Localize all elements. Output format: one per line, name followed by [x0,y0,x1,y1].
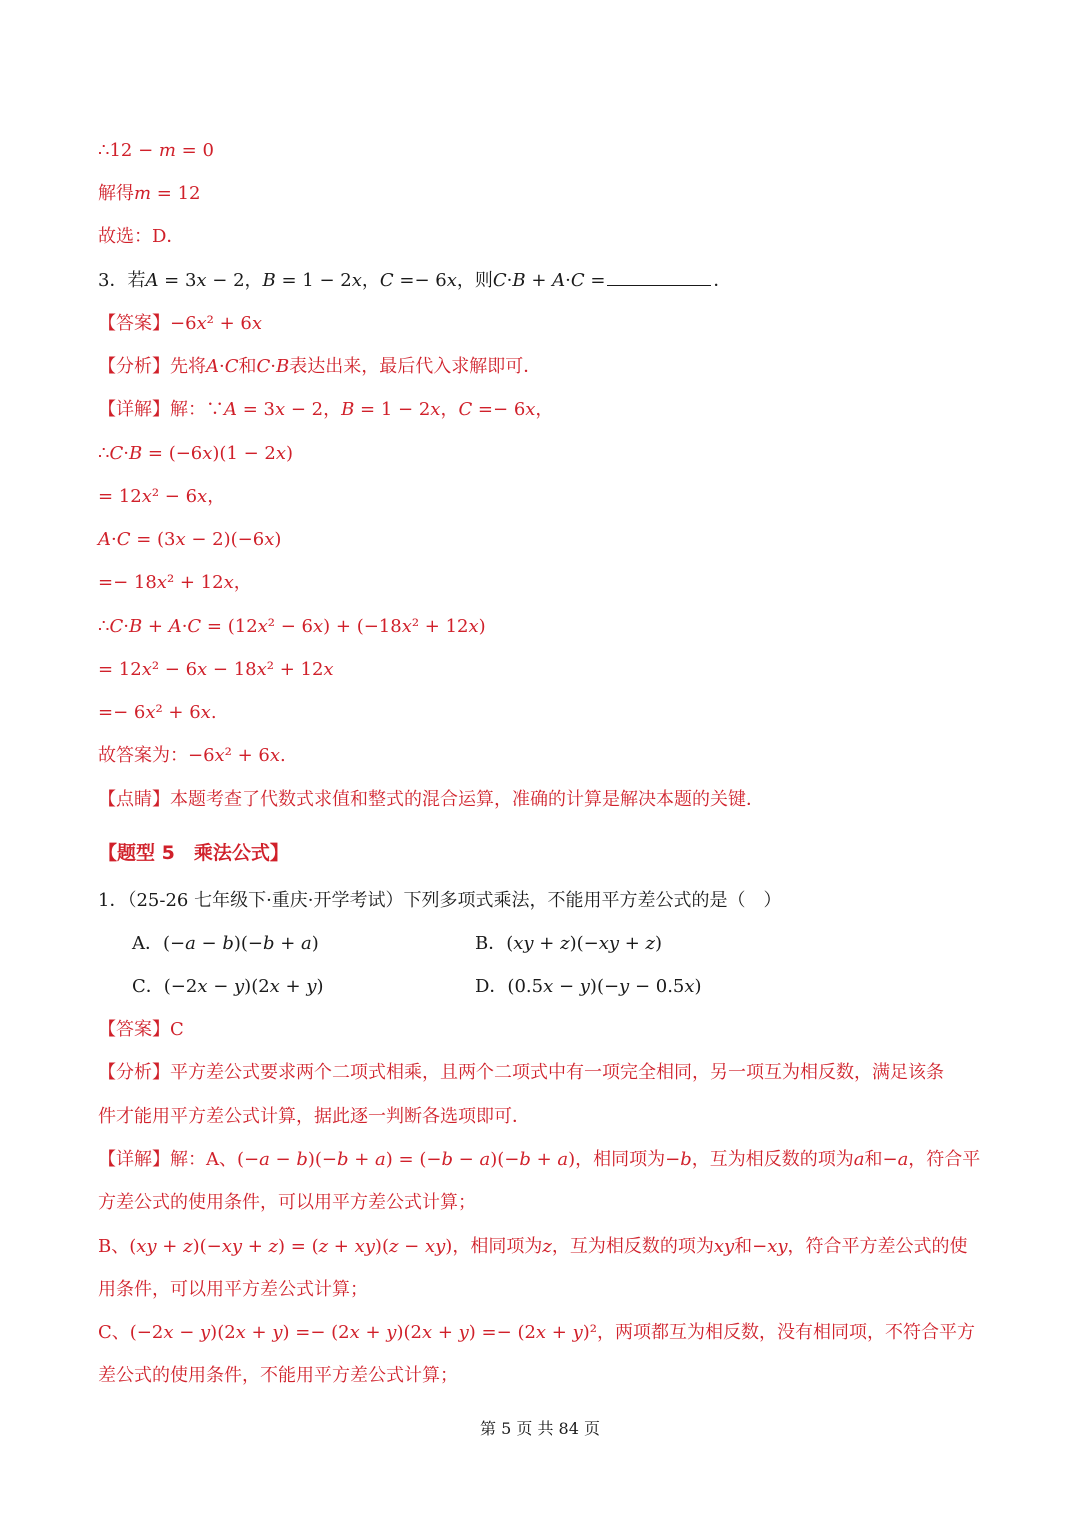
comment-tag: 【点睛】 [98,789,170,810]
step-line: ∴12 − 𝑚 = 0 [98,140,214,161]
detail-line [98,397,990,423]
question-3-stem: 3．若𝐴 = 3𝑥 − 2，𝐵 = 1 − 2𝑥，𝐶 =− 6𝑥，则𝐶·𝐵 + 𝐴·𝐶 = ． [98,270,732,291]
detail-continued: 用条件，可以用平方差公式计算； [98,1279,368,1300]
detail-option-c: C、(−2𝑥 − 𝑦)(2𝑥 + 𝑦) =− (2𝑥 + 𝑦)(2𝑥 + 𝑦) =− (2𝑥 + 𝑦)²，两项都互为相反数，没有相同项，不符合平方 [98,1322,975,1343]
solution-step: ∴𝐶·𝐵 = (−6𝑥)(1 − 2𝑥) [98,443,294,464]
final-answer: 故答案为：−6𝑥² + 6𝑥. [98,745,286,766]
choice-conclusion: 故选：D． [98,226,185,247]
answer-tag: 【答案】 [98,1019,170,1040]
solution-step: =− 6𝑥² + 6𝑥. [98,702,217,723]
analysis-text: 平方差公式要求两个二项式相乘，且两个二项式中有一项完全相同，另一项互为相反数，满足该条 [170,1062,944,1083]
solution-step: = 12𝑥² − 6𝑥 − 18𝑥² + 12𝑥 [98,659,334,680]
analysis-continued: 件才能用平方差公式计算，据此逐一判断各选项即可． [98,1106,530,1127]
detail-continued: 方差公式的使用条件，可以用平方差公式计算； [98,1192,476,1213]
solution-step: 𝐴·𝐶 = (3𝑥 − 2)(−6𝑥) [98,529,282,550]
answer-line [98,311,990,337]
solution-step: = 12𝑥² − 6𝑥， [98,486,226,507]
answer-tag: 【答案】 [98,313,170,334]
option-c: C．(−2𝑥 − 𝑦)(2𝑥 + 𝑦) [132,976,324,997]
comment-text: 本题考查了代数式求值和整式的混合运算，准确的计算是解决本题的关键． [170,789,764,810]
answer-value: −6𝑥² + 6𝑥 [170,313,263,334]
question-text: 3．若𝐴 = 3𝑥 − 2，𝐵 = 1 − 2𝑥，𝐶 =− 6𝑥，则𝐶·𝐵 + 𝐴·𝐶 = [98,270,606,291]
analysis-line [98,354,990,380]
option-a: A．(−𝑎 − 𝑏)(−𝑏 + 𝑎) [132,933,319,954]
solution-step: =− 18𝑥² + 12𝑥， [98,572,252,593]
detail-text: 解：∵𝐴 = 3𝑥 − 2，𝐵 = 1 − 2𝑥，𝐶 =− 6𝑥， [170,399,554,420]
page-footer: 第 5 页 共 84 页 [480,1419,600,1438]
section-heading: 【题型 5 乘法公式】 [98,842,289,864]
analysis-tag: 【分析】 [98,356,170,377]
analysis-line [98,1060,990,1086]
solution-step: ∴𝐶·𝐵 + 𝐴·𝐶 = (12𝑥² − 6𝑥) + (−18𝑥² + 12𝑥) [98,616,486,637]
answer-line [98,1017,990,1043]
detail-continued: 差公式的使用条件，不能用平方差公式计算； [98,1365,458,1386]
analysis-text: 先将𝐴·𝐶和𝐶·𝐵表达出来，最后代入求解即可． [170,356,542,377]
option-d: D．(0.5𝑥 − 𝑦)(−𝑦 − 0.5𝑥) [475,976,702,997]
analysis-tag: 【分析】 [98,1062,170,1083]
detail-text: 解：A、(−𝑎 − 𝑏)(−𝑏 + 𝑎) = (−𝑏 − 𝑎)(−𝑏 + 𝑎)，相同项为−𝑏，互为相反数的项为𝑎和−𝑎，符合平 [170,1149,981,1170]
detail-line [98,1147,990,1173]
detail-tag: 【详解】 [98,1149,170,1170]
detail-option-b: B、(𝑥𝑦 + 𝑧)(−𝑥𝑦 + 𝑧) = (𝑧 + 𝑥𝑦)(𝑧 − 𝑥𝑦)，相同项为𝑧，互为相反数的项为𝑥𝑦和−𝑥𝑦，符合平方差公式的使 [98,1236,968,1257]
option-b: B．(𝑥𝑦 + 𝑧)(−𝑥𝑦 + 𝑧) [475,933,663,954]
answer-value: C [170,1019,184,1040]
step-line: 解得𝑚 = 12 [98,183,201,204]
detail-tag: 【详解】 [98,399,170,420]
answer-blank [607,269,711,286]
question-1-stem: 1．（25-26 七年级下·重庆·开学考试）下列多项式乘法，不能用平方差公式的是（ ） [98,890,782,911]
comment-line [98,787,990,813]
